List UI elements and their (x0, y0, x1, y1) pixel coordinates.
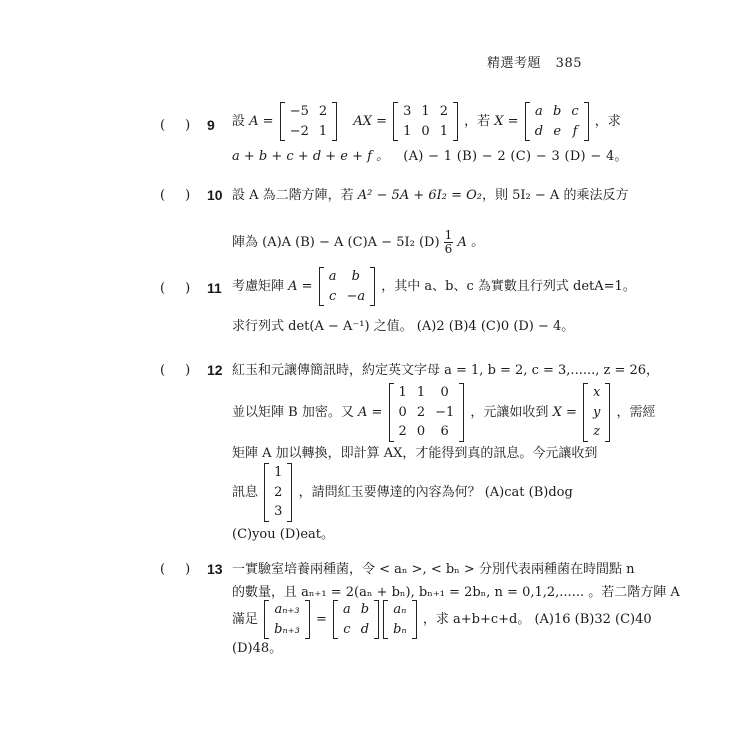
lhs-matrix: aₙ₊₃ bₙ₊₃ (264, 600, 310, 639)
question-options: 求行列式 det(A − A⁻¹) 之值。 (A)2 (B)4 (C)0 (D) − 4。 (232, 319, 575, 334)
question-options: (D)48。 (232, 641, 283, 656)
question-number: 10 (207, 187, 223, 203)
question-number: 13 (207, 561, 223, 577)
question-options: 陣為 (A)A (B) − A (C)A − 5I₂ (D) $\frac{1}{6}$ A 。 (232, 228, 484, 257)
question-options: a + b + c + d + e + f 。 (A) − 1 (B) − 2 (C) − 3 (D) − 4。 (232, 149, 628, 164)
question-options: (C)you (D)eat。 (232, 527, 335, 542)
question-line: 考慮矩陣 A = a b c −a ，其中 a、b、c 為實數且行列式 detA=1。 (232, 267, 636, 306)
header-title: 精選考題 (487, 56, 542, 71)
matrix-a: 1 1 0 0 2 −1 2 0 6 (389, 383, 465, 442)
matrix-x: x y z (583, 383, 610, 442)
question-number: 12 (207, 362, 223, 378)
question-line: 滿足 aₙ₊₃ bₙ₊₃ = a b c d aₙ bₙ ，求 a+b+c+d。 (A)16 (B)32 (C)40 (232, 600, 652, 639)
matrix-x: a b c d e f (525, 102, 589, 141)
fraction-one-sixth: $\frac{1}{6}$ (444, 228, 453, 257)
question-line: 的數量，且 aₙ₊₁ = 2(aₙ + bₙ), bₙ₊₁ = 2bₙ, n = 0,1,2,...... 。若二階方陣 A (232, 585, 680, 600)
message-matrix: 1 2 3 (264, 463, 292, 522)
question-line: 一實驗室培養兩種菌，令 < aₙ >, < bₙ > 分別代表兩種菌在時間點 n (232, 562, 635, 577)
page-header (0, 52, 582, 71)
question-line: 設 A 為二階方陣，若 A² − 5A + 6I₂ = O₂，則 5I₂ − A 的乘法反方 (232, 188, 629, 203)
question-line: 設 A = −5 2 −2 1 AX = 3 1 2 1 0 1 ，若 X = a b c d e f ，求 (232, 102, 621, 141)
answer-paren: ( ) (160, 188, 191, 203)
question-line: 紅玉和元讓傳簡訊時，約定英文字母 a = 1, b = 2, c = 3,......, z = 26， (232, 363, 660, 378)
matrix-ax: 3 1 2 1 0 1 (393, 102, 458, 141)
question-number: 11 (207, 280, 222, 296)
answer-paren: ( ) (160, 281, 191, 296)
question-line: 訊息 1 2 3 ，請問紅玉要傳達的內容為何？ (A)cat (B)dog (232, 463, 573, 522)
matrix-a: a b c −a (319, 267, 375, 306)
rhs-matrix: aₙ bₙ (383, 600, 417, 639)
abcd-matrix: a b c d (333, 600, 379, 639)
question-line: 並以矩陣 B 加密。又 A = 1 1 0 0 2 −1 2 0 6 ，元讓如收到 X = x y z ，需經 (232, 383, 656, 442)
answer-paren: ( ) (160, 562, 191, 577)
answer-paren: ( ) (160, 363, 191, 378)
question-number: 9 (207, 117, 215, 133)
question-line: 矩陣 A 加以轉換，即計算 AX，才能得到真的訊息。今元讓收到 (232, 446, 598, 461)
page-number: 385 (555, 56, 582, 71)
matrix-a: −5 2 −2 1 (280, 102, 337, 141)
answer-paren: ( ) (160, 118, 191, 133)
